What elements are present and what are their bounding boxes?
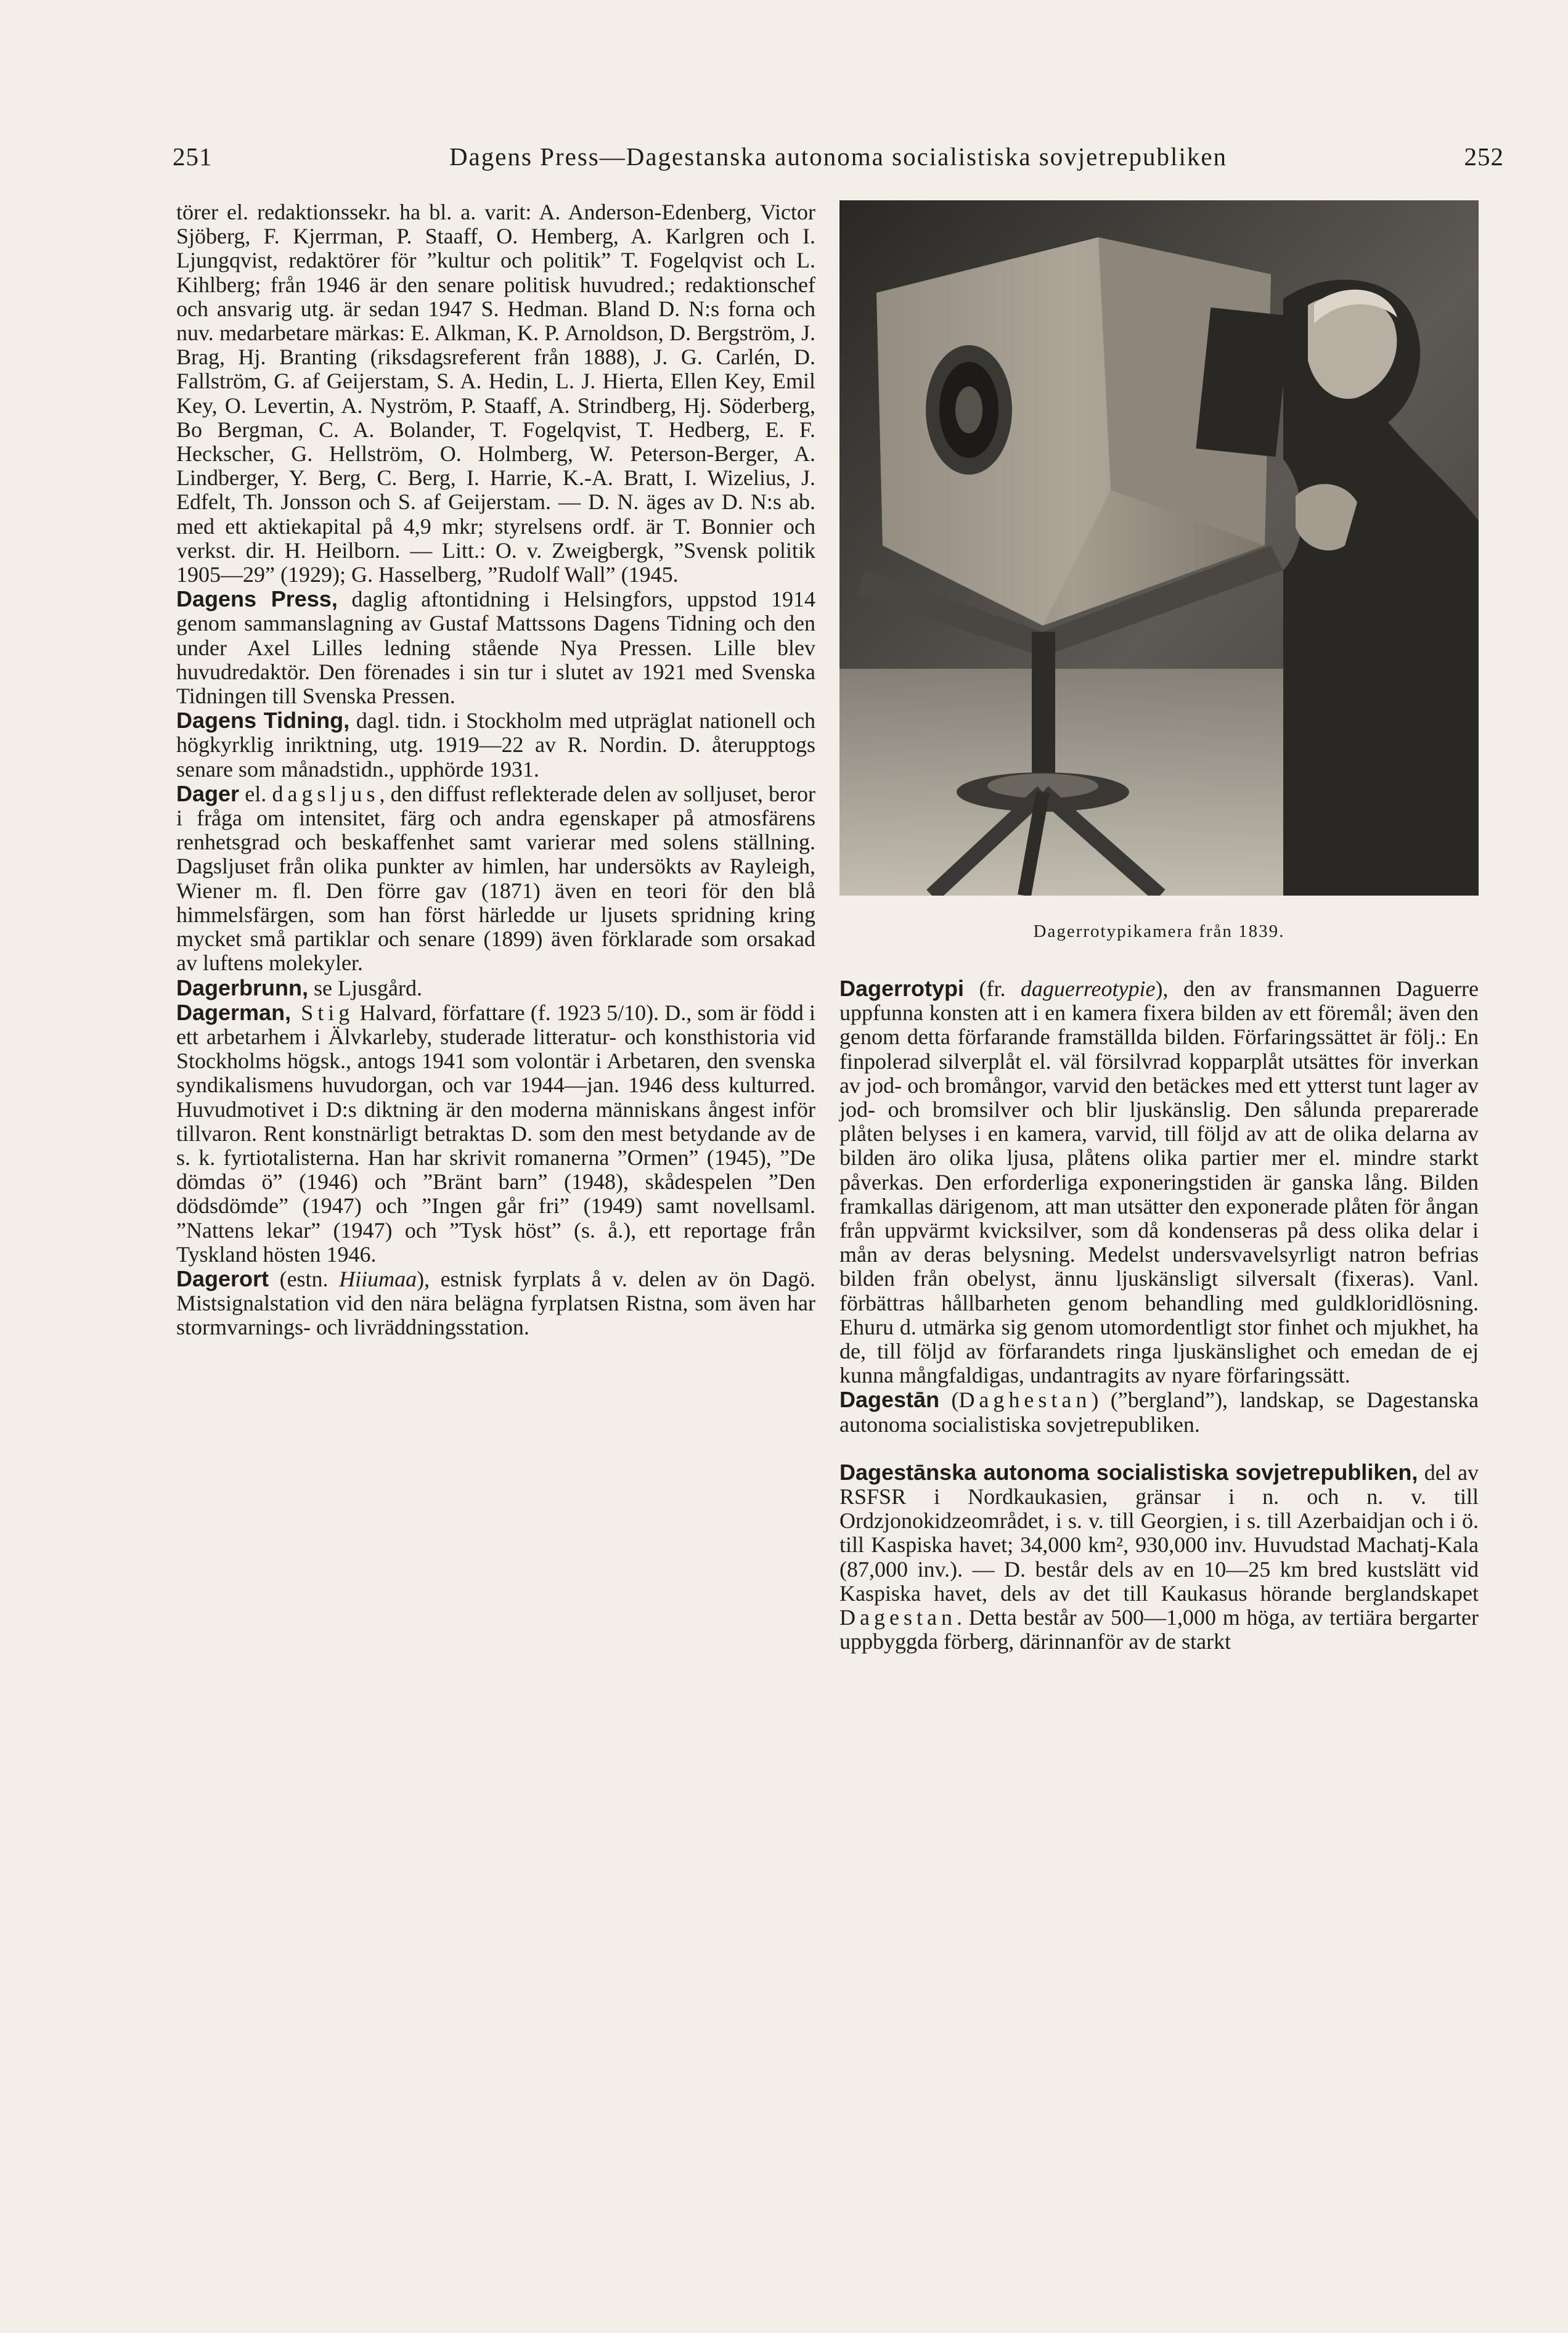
headword: Dagerbrunn, (176, 974, 309, 1000)
spaced-term: Daghestan (958, 1387, 1092, 1413)
entry-text: ( (939, 1387, 959, 1413)
entry-dagerbrunn (176, 976, 815, 1000)
entry-text: , den diffust reflekterade delen av solljuset, beror i fråga om intensitet, färg och andra egenskaper på atmosfärens renhetsgrad och beskaffenhet samt varierar med solens ställning. Dagsljuset från olika punkter av himlen, har undersökts av Rayleigh, Wiener m. fl. Den förre gav (1871) även en teori för den blå himmelsfärgen, som han först härledde ur ljusets spridning kring mycket små partiklar och senare (1899) även förklarade som orsakad av luftens molekyler. (176, 781, 816, 976)
entry-dagens-tidning (176, 708, 815, 782)
right-column (839, 200, 1479, 1654)
headword: Dagerort (176, 1265, 269, 1291)
left-column (176, 200, 815, 1340)
entry-dagestanska-asr (839, 1460, 1479, 1654)
entry-dagerort (176, 1267, 815, 1340)
spaced-term: Dagestan (839, 1605, 957, 1630)
entry-dagestan (839, 1387, 1479, 1436)
headword: Dager (176, 780, 240, 806)
entry-text: ) (”bergland”), landskap, se Dagestanska autonoma socialistiska sovjetrepubliken. (839, 1387, 1479, 1437)
headword: Dagestān (839, 1387, 940, 1413)
page-number-left: 251 (173, 142, 213, 171)
entry-dagerman (176, 1000, 815, 1267)
headword: Dagens Press, (176, 586, 338, 612)
camera-photograph (839, 200, 1479, 896)
headword: Dagerman, (176, 999, 292, 1025)
entry-text: daglig aftontidning i Helsingfors, uppstod 1914 genom sammanslagning av Gustaf Mattssons Dagens Tidning och den under Axel Lilles ledning stående Nya Pressen. Lille blev huvudredaktör. Den förenades i sin tur i slutet av 1921 med Svenska Tidningen till Svenska Pressen. (176, 587, 815, 709)
headword: Dagerrotypi (839, 976, 965, 1001)
italic-term: Hiiumaa (339, 1266, 417, 1291)
entry-text: ), den av fransmannen Daguerre uppfunna konsten att i en kamera fixera bilden av ett föremål; även den genom detta förfarande framställda bilden. Förfaringssättet är följ.: En finpolerad silverplåt el. väl försilvrad kopparplåt utsättes för inverkan av jod- och bromångor, varvid den betäckes med ett ytterst tunt lager av jod- och bromsilver och blir ljuskänslig. Den sålunda preparerade plåten belyses i en kamera, varvid, till följd av att de olika delarna av bilden äro olika ljusa, plåtens olika partier mer el. mindre starkt påverkas. Den erforderliga exponeringstiden är ganska lång. Bilden framkallas därigenom, att man utsätter den exponerade plåten för ångan från uppvärmt kvicksilver, som då kondenseras på dess olika delar i mån av deras belysning. Medelst undersvavelsyrligt natron befrias bilden från obelyst, ännu ljuskänsligt silversalt (fixeras). Vanl. förbättras hållbarheten genom behandling med guldkloridlösning. Ehuru d. utmärka sig genom utomordentligt stor finhet och mjukhet, ha de, till följd av förfarandets ringa ljuskänslighet och emedan de ej kunna mångfaldigas, undantragits av nyare förfaringssätt. (839, 976, 1479, 1388)
entry-dager (176, 782, 815, 976)
entry-text: Halvard, författare (f. 1923 5/10). D., som är född i ett arbetarhem i Älvkarleby, studerade litteratur- och konsthistoria vid Stockholms högsk., antogs 1941 som volontär i Arbetaren, den svenska syndikalismens huvudorgan, och var 1944—jan. 1946 dess kulturred. Huvudmotivet i D:s diktning är den moderna människans ångest inför tillvaron. Rent konstnärligt betraktas D. som den mest betydande av de s. k. fyrtiotalisterna. Han har skrivit romanerna ”Ormen” (1945), ”De dömdas ö” (1946) och ”Bränt barn” (1948), skådespelen ”Den dödsdömde” (1947) och ”Ingen går fri” (1949) samt novellsaml. ”Nattens lekar” (1947) och ”Tysk höst” (s. å.), ett reportage från Tyskland hösten 1946. (176, 1000, 815, 1267)
entry-dagens-press (176, 587, 815, 708)
entry-continuation: törer el. redaktionssekr. ha bl. a. varit: A. Anderson-Edenberg, Victor Sjöberg, F. Kjerrman, P. Staaff, O. Hemberg, A. Karlgren och I. Ljungqvist, redaktörer för ”kultur och politik” T. Fogelqvist och L. Kihlberg; från 1946 är den senare politisk huvudred.; redaktionschef och ansvarig utg. är sedan 1947 S. Hedman. Bland D. N:s forna och nuv. medarbetare märkas: E. Alkman, K. P. Arnoldson, D. Bergström, J. Brag, Hj. Branting (riksdagsreferent från 1888), J. G. Carlén, D. Fallström, G. af Geijerstam, S. A. Hedin, L. J. Hierta, Ellen Key, Emil Key, O. Levertin, A. Nyström, P. Staaff, A. Strindberg, Hj. Söderberg, Bo Bergman, C. A. Bolander, T. Fogelqvist, T. Hedberg, E. F. Heckscher, G. Hellström, O. Holmberg, W. Peterson-Berger, A. Lindberger, Y. Berg, C. Berg, I. Harrie, K.-A. Bratt, I. Wizelius, J. Edfelt, Th. Jonsson och S. af Geijerstam. — D. N. äges av D. N:s ab. med ett aktiekapital på 4,9 mkr; styrelsens ordf. är T. Bonnier och verkst. dir. H. Heilborn. — Litt.: O. v. Zweigbergk, ”Svensk politik 1905—29” (1929); G. Hasselberg, ”Rudolf Wall” (1945. (176, 200, 815, 587)
spaced-term: dagsljus (272, 781, 380, 806)
running-title: Dagens Press—Dagestanska autonoma socialistiska sovjetrepubliken (449, 142, 1228, 171)
entry-text: del av RSFSR i Nordkaukasien, gränsar i n. och n. v. till Ordzjonokidzeområdet, i s. v. till Georgien, i s. till Azerbaidjan och i ö. till Kaspiska havet; 34,000 km², 930,000 inv. Huvudstad Machatj-Kala (87,000 inv.). — D. består dels av en 10—25 km bred kustslätt vid Kaspiska havet, dels av det till Kaukasus hörande berglandskapet (839, 1460, 1479, 1606)
entry-text: dagl. tidn. i Stockholm med utpräglat nationell och högkyrklig inriktning, utg. 1919—22 av R. Nordin. D. återupptogs senare som månadstidn., upphörde 1931. (176, 708, 815, 782)
entry-text: (estn. (269, 1266, 340, 1291)
headword: Dagestānska autonoma socialistiska sovjetrepubliken, (839, 1459, 1418, 1485)
figure-caption: Dagerrotypikamera från 1839. (1033, 921, 1285, 941)
entry-text: se Ljusgård. (308, 975, 422, 1000)
daguerreotype-camera-image (839, 200, 1479, 896)
italic-term: daguerreotypie (1020, 976, 1156, 1001)
spaced-term: Stig (291, 1000, 354, 1025)
entry-text: el. (239, 781, 272, 806)
entry-text: (fr. (964, 976, 1021, 1001)
page-number-right: 252 (1464, 142, 1504, 171)
entry-text: . Detta består av 500—1,000 m höga, av tertiära bergarter uppbyggda förberg, därinnanför av de starkt (839, 1605, 1479, 1654)
entry-text: ), estnisk fyrplats å v. delen av ön Dagö. Mistsignalstation vid den nära belägna fyrplatsen Ristna, som även har stormvarnings- och livräddningsstation. (176, 1266, 815, 1340)
page-header (173, 137, 1504, 180)
entry-dagerrotypi (839, 976, 1479, 1387)
headword: Dagens Tidning, (176, 708, 350, 733)
